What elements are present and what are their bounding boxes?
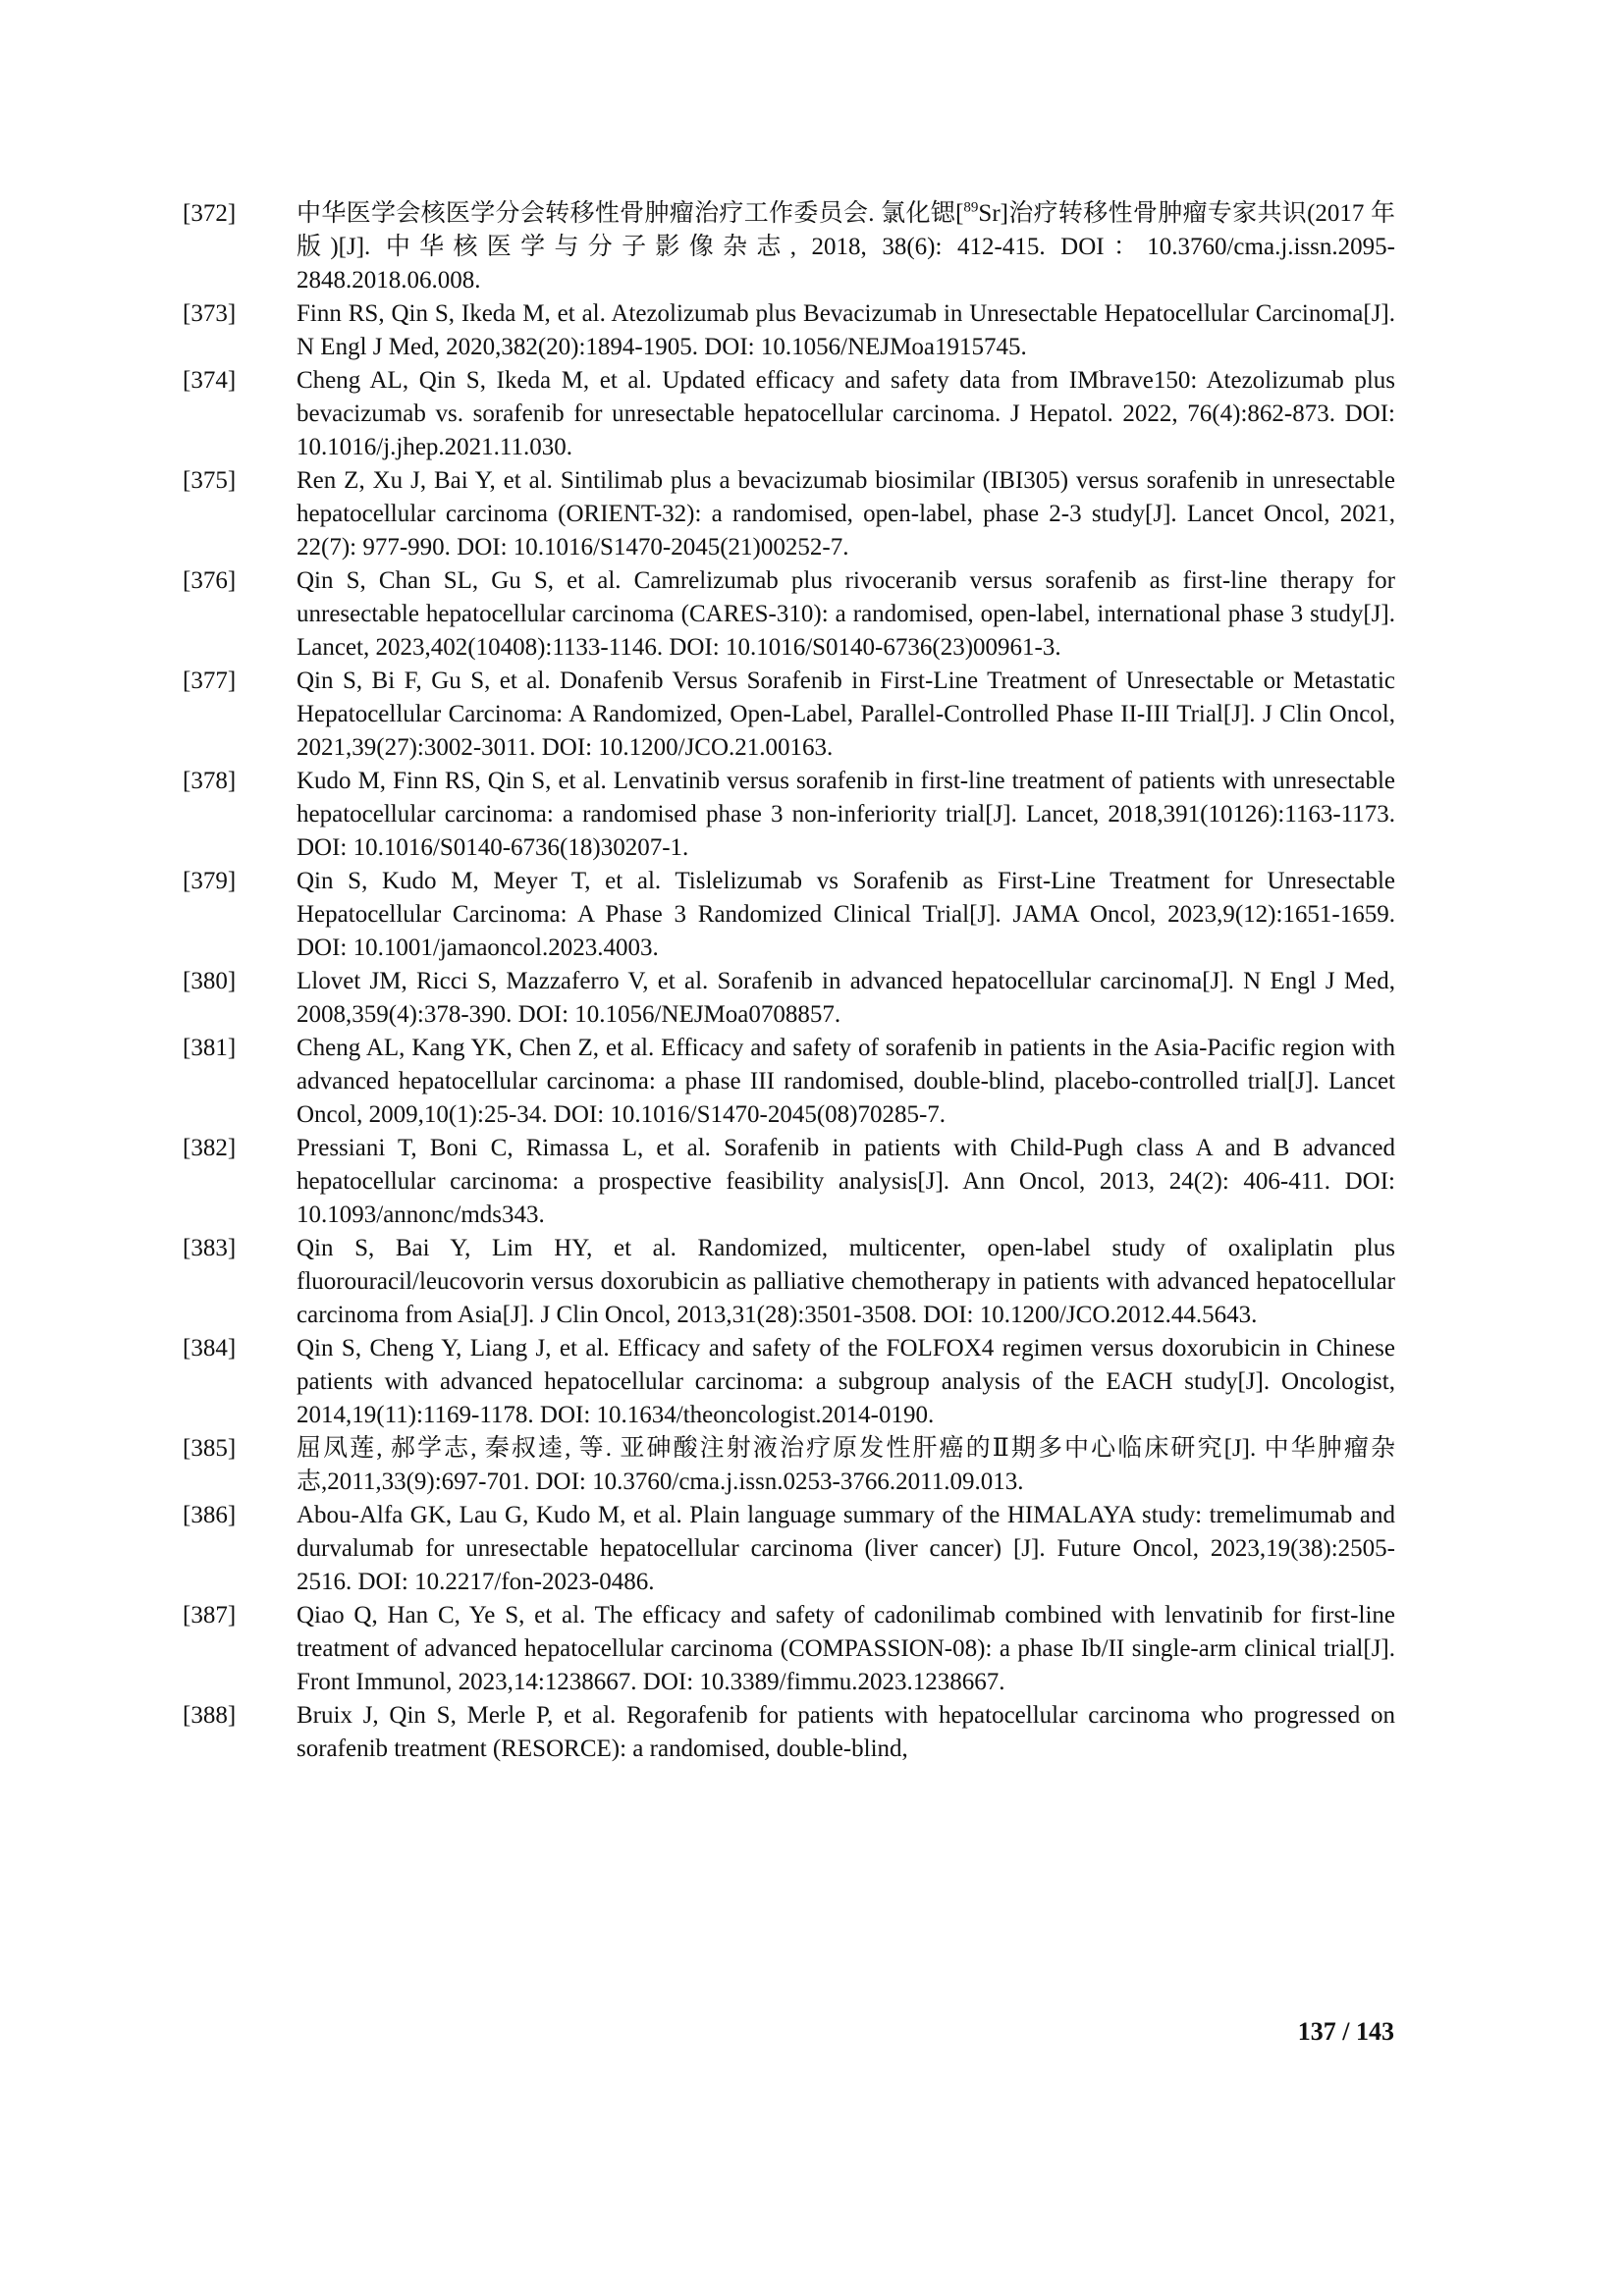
reference-entry	[183, 1432, 1395, 1499]
reference-text: Finn RS, Qin S, Ikeda M, et al. Atezolizumab plus Bevacizumab in Unresectable Hepatocellular Carcinoma[J]. N Engl J Med, 2020,382(20):1894-1905. DOI: 10.1056/NEJMoa1915745.	[297, 300, 1395, 360]
reference-text: Qin S, Bai Y, Lim HY, et al. Randomized, multicenter, open-label study of oxaliplatin plus fluorouracil/leucovorin versus doxorubicin as palliative chemotherapy in patients with advanced hepatocellular carcinoma from Asia[J]. J Clin Oncol, 2013,31(28):3501-3508. DOI: 10.1200/JCO.2012.44.5643.	[297, 1235, 1395, 1328]
reference-number: [380]	[183, 968, 237, 994]
reference-text: Abou-Alfa GK, Lau G, Kudo M, et al. Plain language summary of the HIMALAYA study: tremelimumab and durvalumab for unresectable hepatocellular carcinoma (liver cancer) [J]. Future Oncol, 2023,19(38):2505-2516. DOI: 10.2217/fon-2023-0486.	[297, 1502, 1395, 1595]
reference-text: Qiao Q, Han C, Ye S, et al. The efficacy and safety of cadonilimab combined with lenvatinib for first-line treatment of advanced hepatocellular carcinoma (COMPASSION-08): a phase Ib/II single-arm clinical trial[J]. Front Immunol, 2023,14:1238667. DOI: 10.3389/fimmu.2023.1238667.	[297, 1602, 1395, 1695]
reference-text: Qin S, Kudo M, Meyer T, et al. Tislelizumab vs Sorafenib as First-Line Treatment for Unresectable Hepatocellular Carcinoma: A Phase 3 Randomized Clinical Trial[J]. JAMA Oncol, 2023,9(12):1651-1659. DOI: 10.1001/jamaoncol.2023.4003.	[297, 868, 1395, 961]
reference-number: [382]	[183, 1135, 237, 1161]
reference-entry	[183, 1132, 1395, 1232]
reference-text-segment: 中华医学会核医学分会转移性骨肿瘤治疗工作委员会. 氯化锶[	[297, 200, 964, 227]
reference-number: [378]	[183, 768, 237, 794]
reference-text: 屈凤莲, 郝学志, 秦叔逵, 等. 亚砷酸注射液治疗原发性肝癌的Ⅱ期多中心临床研究[J]. 中华肿瘤杂志,2011,33(9):697-701. DOI: 10.3760/cma.j.issn.0253-3766.2011.09.013.	[297, 1435, 1395, 1495]
reference-number: [379]	[183, 868, 237, 894]
reference-number: [373]	[183, 300, 237, 327]
reference-entry	[183, 564, 1395, 665]
reference-text: Qin S, Bi F, Gu S, et al. Donafenib Versus Sorafenib in First-Line Treatment of Unresectable or Metastatic Hepatocellular Carcinoma: A Randomized, Open-Label, Parallel-Controlled Phase II-III Trial[J]. J Clin Oncol, 2021,39(27):3002-3011. DOI: 10.1200/JCO.21.00163.	[297, 667, 1395, 761]
reference-number: [381]	[183, 1035, 237, 1061]
reference-text: Cheng AL, Kang YK, Chen Z, et al. Efficacy and safety of sorafenib in patients in the Asia-Pacific region with advanced hepatocellular carcinoma: a phase III randomised, double-blind, placebo-controlled trial[J]. Lancet Oncol, 2009,10(1):25-34. DOI: 10.1016/S1470-2045(08)70285-7.	[297, 1035, 1395, 1128]
reference-text: Bruix J, Qin S, Merle P, et al. Regorafenib for patients with hepatocellular carcinoma who progressed on sorafenib treatment (RESORCE): a randomised, double-blind,	[297, 1702, 1395, 1762]
reference-number: [372]	[183, 200, 237, 227]
reference-entry	[183, 1032, 1395, 1132]
reference-number: [384]	[183, 1335, 237, 1362]
reference-text: Kudo M, Finn RS, Qin S, et al. Lenvatinib versus sorafenib in first-line treatment of patients with unresectable hepatocellular carcinoma: a randomised phase 3 non-inferiority trial[J]. Lancet, 2018,391(10126):1163-1173. DOI: 10.1016/S0140-6736(18)30207-1.	[297, 768, 1395, 861]
reference-entry	[183, 965, 1395, 1032]
reference-entry	[183, 665, 1395, 765]
reference-entry	[183, 197, 1395, 297]
reference-entry	[183, 464, 1395, 564]
reference-entry	[183, 865, 1395, 965]
reference-entry	[183, 1332, 1395, 1432]
reference-entry	[183, 1699, 1395, 1766]
reference-text: Ren Z, Xu J, Bai Y, et al. Sintilimab plus a bevacizumab biosimilar (IBI305) versus sorafenib in unresectable hepatocellular carcinoma (ORIENT-32): a randomised, open-label, phase 2-3 study[J]. Lancet Oncol, 2021, 22(7): 977-990. DOI: 10.1016/S1470-2045(21)00252-7.	[297, 467, 1395, 561]
reference-number: [386]	[183, 1502, 237, 1528]
reference-list	[183, 197, 1395, 1766]
reference-text	[297, 197, 1395, 297]
reference-text: Qin S, Cheng Y, Liang J, et al. Efficacy and safety of the FOLFOX4 regimen versus doxorubicin in Chinese patients with advanced hepatocellular carcinoma: a subgroup analysis of the EACH study[J]. Oncologist, 2014,19(11):1169-1178. DOI: 10.1634/theoncologist.2014-0190.	[297, 1335, 1395, 1428]
reference-entry	[183, 297, 1395, 364]
reference-number: [375]	[183, 467, 237, 494]
reference-text-segment: Sr]治疗转移性骨肿瘤专家共识(2017 年版)[J]. 中华核医学与分子影像杂志, 2018, 38(6): 412-415. DOI：10.3760/cma.j.issn.2095-2848.2018.06.008.	[297, 200, 1396, 294]
reference-number: [383]	[183, 1235, 237, 1261]
reference-number: [388]	[183, 1702, 237, 1729]
reference-entry	[183, 1599, 1395, 1699]
reference-entry	[183, 1499, 1395, 1599]
reference-text: Pressiani T, Boni C, Rimassa L, et al. Sorafenib in patients with Child-Pugh class A and B advanced hepatocellular carcinoma: a prospective feasibility analysis[J]. Ann Oncol, 2013, 24(2): 406-411. DOI: 10.1093/annonc/mds343.	[297, 1135, 1395, 1228]
reference-entry	[183, 1232, 1395, 1332]
reference-number: [387]	[183, 1602, 237, 1629]
reference-text: Qin S, Chan SL, Gu S, et al. Camrelizumab plus rivoceranib versus sorafenib as first-line therapy for unresectable hepatocellular carcinoma (CARES-310): a randomised, open-label, international phase 3 study[J]. Lancet, 2023,402(10408):1133-1146. DOI: 10.1016/S0140-6736(23)00961-3.	[297, 567, 1395, 661]
reference-number: [376]	[183, 567, 237, 594]
reference-entry	[183, 765, 1395, 865]
page-number: 137 / 143	[1297, 2017, 1394, 2046]
reference-number: [385]	[183, 1435, 237, 1462]
reference-number: [377]	[183, 667, 237, 694]
reference-superscript: 89	[963, 199, 979, 216]
reference-number: [374]	[183, 367, 237, 394]
reference-text: Llovet JM, Ricci S, Mazzaferro V, et al. Sorafenib in advanced hepatocellular carcinoma[J]. N Engl J Med, 2008,359(4):378-390. DOI: 10.1056/NEJMoa0708857.	[297, 968, 1395, 1028]
reference-entry	[183, 364, 1395, 464]
reference-text: Cheng AL, Qin S, Ikeda M, et al. Updated efficacy and safety data from IMbrave150: Atezolizumab plus bevacizumab vs. sorafenib for unresectable hepatocellular carcinoma. J Hepatol. 2022, 76(4):862-873. DOI: 10.1016/j.jhep.2021.11.030.	[297, 367, 1395, 460]
